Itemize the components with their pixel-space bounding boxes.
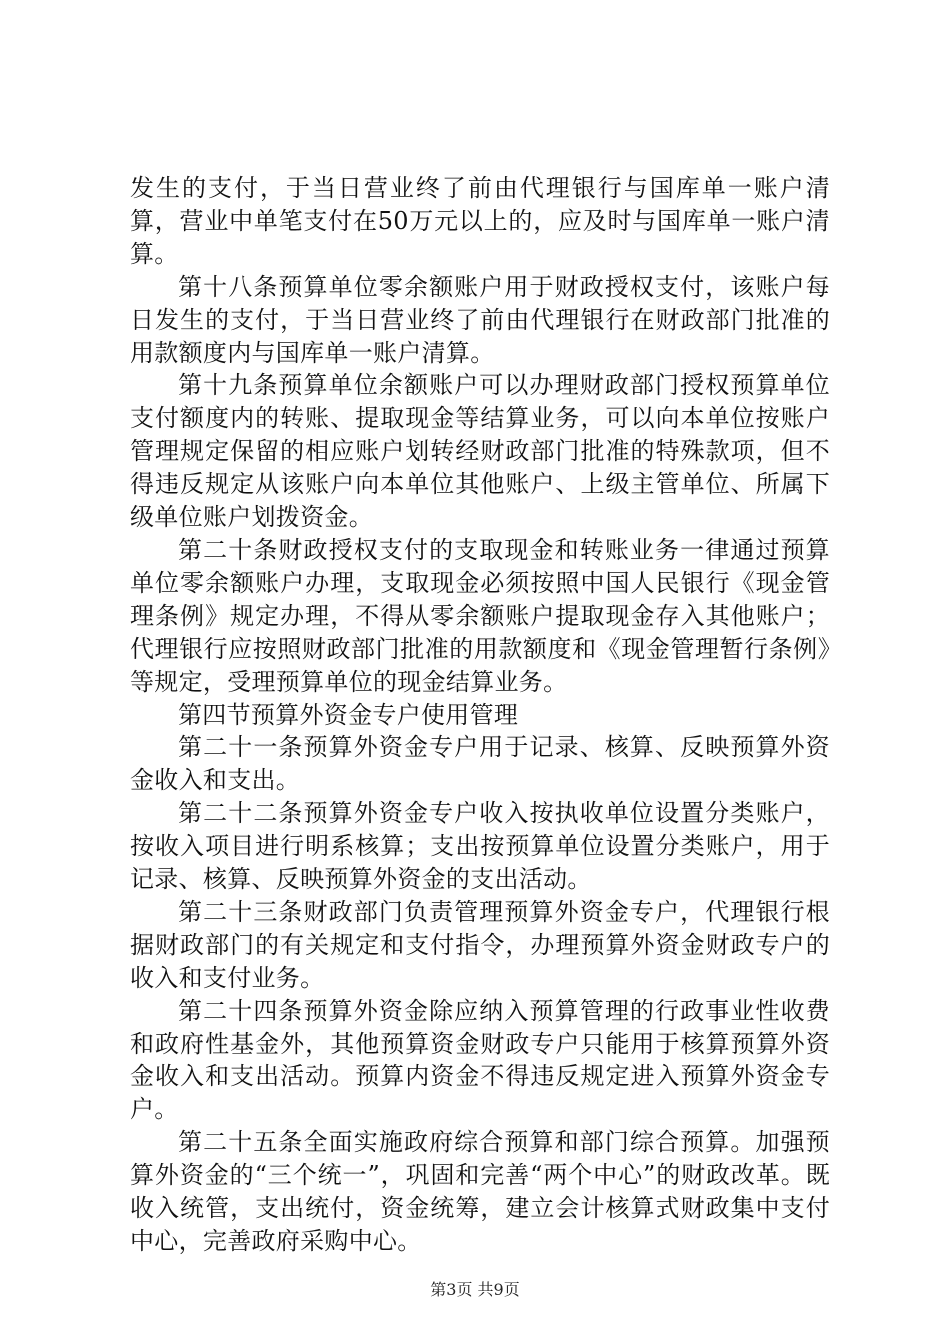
article-21: 第二十一条预算外资金专户用于记录、核算、反映预算外资金收入和支出。 [130, 733, 830, 795]
page-number-footer: 第3页 共9页 [430, 1280, 520, 1299]
article-19: 第十九条预算单位余额账户可以办理财政部门授权预算单位支付额度内的转账、提取现金等结算业务，可以向本单位按账户管理规定保留的相应账户划转经财政部门批准的特殊款项，但不得违反规定从该账户向本单位其他账户、上级主管单位、所属下级单位账户划拨资金。 [130, 371, 830, 532]
article-20: 第二十条财政授权支付的支取现金和转账业务一律通过预算单位零余额账户办理，支取现金必须按照中国人民银行《现金管理条例》规定办理，不得从零余额账户提取现金存入其他账户；代理银行应按照财政部门批准的用款额度和《现金管理暂行条例》等规定，受理预算单位的现金结算业务。 [130, 535, 830, 696]
section-heading: 第四节预算外资金专户使用管理 [178, 700, 519, 729]
article-25: 第二十五条全面实施政府综合预算和部门综合预算。加强预算外资金的“三个统一”，巩固和完善“两个中心”的财政改革。既收入统管，支出统付，资金统筹，建立会计核算式财政集中支付中心，完善政府采购中心。 [130, 1128, 830, 1255]
article-24: 第二十四条预算外资金除应纳入预算管理的行政事业性收费和政府性基金外，其他预算资金财政专户只能用于核算预算外资金收入和支出活动。预算内资金不得违反规定进入预算外资金专户。 [130, 996, 830, 1124]
article-18: 第十八条预算单位零余额账户用于财政授权支付，该账户每日发生的支付，于当日营业终了前由代理银行在财政部门批准的用款额度内与国库单一账户清算。 [130, 272, 830, 367]
paragraph-continuation: 发生的支付，于当日营业终了前由代理银行与国库单一账户清算，营业中单笔支付在50万元以上的，应及时与国库单一账户清算。 [130, 174, 830, 268]
document-body [130, 172, 830, 1258]
article-23: 第二十三条财政部门负责管理预算外资金专户，代理银行根据财政部门的有关规定和支付指令，办理预算外资金财政专户的收入和支付业务。 [130, 897, 830, 992]
article-22: 第二十二条预算外资金专户收入按执收单位设置分类账户，按收入项目进行明系核算；支出按预算单位设置分类账户，用于记录、核算、反映预算外资金的支出活动。 [130, 799, 830, 894]
